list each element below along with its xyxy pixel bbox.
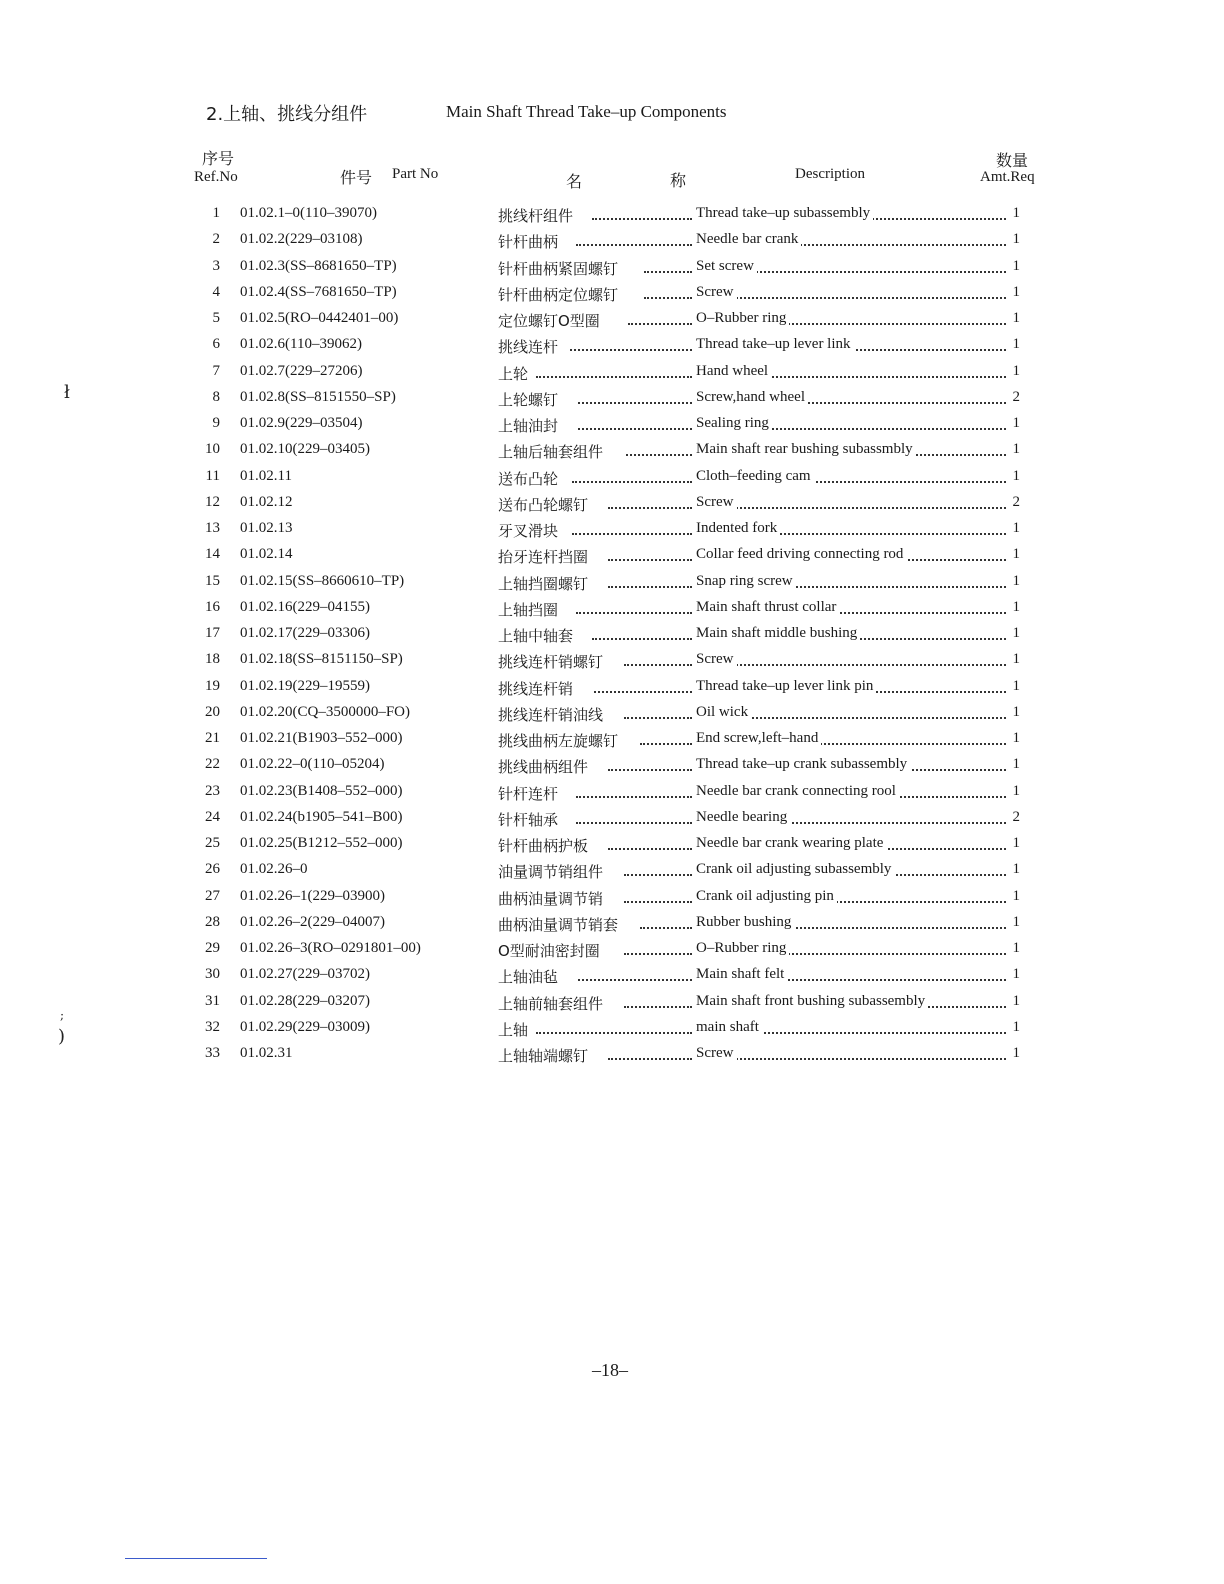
table-row: [0, 386, 1224, 412]
chinese-name: 油量调节销组件: [498, 863, 604, 882]
quantity: 1: [1008, 914, 1020, 931]
table-row: [0, 543, 1224, 569]
part-number: 01.02.27(229–03702): [240, 966, 370, 983]
dot-leader: [578, 428, 692, 430]
part-number: 01.02.10(229–03405): [240, 441, 370, 458]
chinese-name: 牙叉滑块: [498, 522, 559, 540]
part-number: 01.02.26–0: [240, 861, 308, 878]
table-row: [0, 701, 1224, 727]
description: Main shaft middle bushing: [696, 625, 860, 642]
chinese-name: 曲柄油量调节销: [498, 889, 604, 908]
dot-leader: [624, 901, 692, 903]
chinese-name: 挑线曲柄左旋螺钉: [498, 732, 619, 750]
description: Snap ring screw: [696, 573, 796, 590]
part-number: 01.02.8(SS–8151550–SP): [240, 388, 396, 405]
description: Sealing ring: [696, 415, 772, 432]
table-row: [0, 885, 1224, 911]
ref-number: 33: [205, 1045, 220, 1061]
description: Oil wick: [696, 704, 751, 721]
table-row: [0, 333, 1224, 359]
table-row: [0, 806, 1224, 832]
chinese-name: 挑线连杆销螺钉: [498, 653, 604, 672]
description: Main shaft rear bushing subassmbly: [696, 441, 916, 458]
ref-number: 6: [212, 336, 220, 353]
table-row: [0, 1016, 1224, 1042]
dot-leader: [608, 507, 692, 509]
description: Needle bar crank: [696, 231, 801, 248]
table-row: [0, 832, 1224, 858]
table-row: [0, 963, 1224, 989]
table-row: [0, 228, 1224, 254]
chinese-name: O型耐油密封圈: [498, 942, 600, 960]
chinese-name: 上轮: [498, 364, 529, 383]
chinese-name: 针杆连杆: [498, 784, 559, 803]
quantity: 1: [1008, 1019, 1020, 1036]
ref-number: 24: [205, 808, 220, 825]
dot-leader: [624, 717, 692, 719]
part-number: 01.02.26–2(229–04007): [240, 913, 385, 930]
table-row: [0, 360, 1224, 386]
quantity: 1: [1008, 966, 1020, 983]
ref-number: 1: [212, 205, 220, 221]
part-number: 01.02.23(B1408–552–000): [240, 782, 403, 799]
table-row: [0, 596, 1224, 622]
table-row: [0, 622, 1224, 648]
quantity: 1: [1008, 756, 1020, 773]
part-number: 01.02.17(229–03306): [240, 625, 370, 641]
description: Main shaft front bushing subassembly: [696, 993, 928, 1010]
table-row: [0, 570, 1224, 596]
description: O–Rubber ring: [696, 940, 789, 957]
dot-leader: [644, 297, 692, 299]
chinese-name: 上轴中轴套: [498, 627, 574, 645]
quantity: 1: [1008, 1045, 1020, 1062]
table-row: [0, 438, 1224, 464]
part-number: 01.02.7(229–27206): [240, 362, 363, 379]
column-header-qty-en: Amt.Req: [980, 169, 1035, 185]
chinese-name: 上轴轴端螺钉: [498, 1047, 589, 1065]
dot-leader: [624, 664, 692, 666]
ref-number: 4: [212, 283, 220, 300]
dot-leader: [608, 1058, 692, 1060]
table-row: [0, 937, 1224, 963]
quantity: 1: [1008, 783, 1020, 800]
dot-leader: [700, 664, 1006, 666]
parts-list: [0, 202, 1224, 1068]
description: Needle bearing: [696, 809, 790, 826]
part-number: 01.02.6(110–39062): [240, 336, 362, 353]
description: Screw: [696, 1045, 737, 1062]
dot-leader: [640, 743, 692, 745]
dot-leader: [608, 586, 692, 588]
chinese-name: 针杆曲柄护板: [498, 837, 589, 855]
dot-leader: [644, 271, 692, 273]
dot-leader: [624, 874, 692, 876]
ref-number: 20: [205, 703, 220, 720]
table-row: [0, 858, 1224, 884]
column-header-part-cn: 件号: [340, 168, 373, 187]
part-number: 01.02.4(SS–7681650–TP): [240, 283, 397, 300]
description: Collar feed driving connecting rod: [696, 546, 906, 563]
section-title-english: Main Shaft Thread Take–up Components: [446, 102, 727, 121]
chinese-name: 抬牙连杆挡圈: [498, 548, 589, 567]
part-number: 01.02.22–0(110–05204): [240, 756, 385, 773]
ref-number: 13: [205, 520, 220, 536]
quantity: 1: [1008, 520, 1020, 537]
chinese-name: 上轴后轴套组件: [498, 443, 604, 462]
chinese-name: 针杆曲柄定位螺钉: [498, 285, 619, 304]
dot-leader: [700, 297, 1006, 299]
description: Thread take–up crank subassembly: [696, 756, 910, 773]
description: Screw: [696, 651, 737, 668]
chinese-name: 挑线连杆销: [498, 679, 574, 698]
quantity: 1: [1008, 678, 1020, 695]
description: O–Rubber ring: [696, 310, 789, 327]
quantity: 1: [1008, 835, 1020, 852]
dot-leader: [576, 796, 692, 798]
chinese-name: 上轮螺钉: [498, 390, 559, 409]
ref-number: 21: [205, 730, 220, 746]
table-row: [0, 281, 1224, 307]
quantity: 1: [1008, 861, 1020, 878]
dot-leader: [608, 559, 692, 561]
table-row: [0, 255, 1224, 281]
section-title-chinese: 2.上轴、挑线分组件: [206, 104, 368, 125]
table-row: [0, 307, 1224, 333]
part-number: 01.02.18(SS–8151150–SP): [240, 651, 403, 668]
page-number: –18–: [592, 1360, 628, 1380]
column-header-ref-cn: 序号: [202, 149, 235, 168]
quantity: 1: [1008, 468, 1020, 485]
quantity: 1: [1008, 651, 1020, 668]
dot-leader: [576, 244, 692, 246]
column-header-part-en: Part No: [392, 166, 439, 182]
chinese-name: 定位螺钉O型圈: [498, 312, 600, 330]
table-row: [0, 1042, 1224, 1068]
description: Thread take–up lever link pin: [696, 678, 876, 695]
description: main shaft: [696, 1019, 762, 1036]
part-number: 01.02.11: [240, 467, 292, 484]
part-number: 01.02.21(B1903–552–000): [240, 730, 403, 746]
description: Screw: [696, 494, 737, 511]
table-row: [0, 727, 1224, 753]
dot-leader: [624, 1006, 692, 1008]
quantity: 1: [1008, 258, 1020, 275]
footer-rule: [125, 1558, 267, 1559]
description: Crank oil adjusting pin: [696, 888, 837, 905]
description: Needle bar crank connecting rool: [696, 783, 899, 800]
part-number: 01.02.12: [240, 493, 293, 510]
ref-number: 18: [205, 651, 220, 668]
ref-number: 19: [205, 677, 220, 694]
dot-leader: [628, 323, 692, 325]
dot-leader: [536, 1032, 692, 1034]
part-number: 01.02.26–3(RO–0291801–00): [240, 940, 421, 956]
ref-number: 22: [205, 756, 220, 773]
ref-number: 32: [205, 1018, 220, 1035]
ref-number: 14: [205, 546, 220, 563]
dot-leader: [570, 349, 692, 351]
dot-leader: [700, 507, 1006, 509]
table-row: [0, 491, 1224, 517]
part-number: 01.02.13: [240, 520, 293, 536]
ref-number: 17: [205, 625, 220, 641]
quantity: 1: [1008, 625, 1020, 642]
part-number: 01.02.19(229–19559): [240, 677, 370, 694]
table-row: [0, 780, 1224, 806]
quantity: 2: [1008, 389, 1020, 406]
quantity: 1: [1008, 363, 1020, 380]
ref-number: 23: [205, 782, 220, 799]
chinese-name: 送布凸轮螺钉: [498, 495, 589, 514]
ref-number: 3: [212, 257, 220, 274]
ref-number: 31: [205, 992, 220, 1009]
part-number: 01.02.24(b1905–541–B00): [240, 808, 403, 825]
chinese-name: 上轴油封: [498, 417, 559, 435]
dot-leader: [592, 218, 692, 220]
chinese-name: 针杆曲柄紧固螺钉: [498, 259, 619, 278]
dot-leader: [626, 454, 692, 456]
dot-leader: [572, 533, 692, 535]
ref-number: 16: [205, 598, 220, 615]
ref-number: 5: [212, 310, 220, 326]
dot-leader: [594, 691, 692, 693]
dot-leader: [640, 927, 692, 929]
quantity: 1: [1008, 336, 1020, 353]
part-number: 01.02.25(B1212–552–000): [240, 835, 403, 851]
chinese-name: 上轴: [498, 1020, 529, 1039]
part-number: 01.02.26–1(229–03900): [240, 887, 385, 904]
table-row: [0, 675, 1224, 701]
ref-number: 2: [212, 231, 220, 248]
part-number: 01.02.28(229–03207): [240, 992, 370, 1009]
quantity: 1: [1008, 888, 1020, 905]
chinese-name: 挑线杆组件: [498, 207, 574, 225]
quantity: 1: [1008, 704, 1020, 721]
table-row: [0, 465, 1224, 491]
table-row: [0, 202, 1224, 228]
ref-number: 29: [205, 940, 220, 956]
description: Thread take–up subassembly: [696, 205, 873, 222]
ref-number: 25: [205, 835, 220, 851]
chinese-name: 针杆曲柄: [498, 233, 559, 252]
ref-number: 9: [212, 415, 220, 431]
chinese-name: 曲柄油量调节销套: [498, 915, 619, 934]
ref-number: 27: [205, 887, 220, 904]
part-number: 01.02.9(229–03504): [240, 415, 363, 431]
ref-number: 28: [205, 913, 220, 930]
part-number: 01.02.1–0(110–39070): [240, 205, 377, 221]
quantity: 1: [1008, 940, 1020, 957]
column-header-qty-cn: 数量: [996, 151, 1029, 170]
table-row: [0, 753, 1224, 779]
description: Main shaft thrust collar: [696, 599, 839, 616]
quantity: 1: [1008, 415, 1020, 432]
dot-leader: [576, 612, 692, 614]
table-row: [0, 412, 1224, 438]
dot-leader: [592, 638, 692, 640]
chinese-name: 上轴前轴套组件: [498, 994, 604, 1013]
description: Screw: [696, 284, 737, 301]
column-header-ref-en: Ref.No: [194, 169, 238, 185]
column-header-description: Description: [795, 166, 865, 182]
description: Cloth–feeding cam: [696, 468, 814, 485]
ref-number: 26: [205, 861, 220, 878]
description: Indented fork: [696, 520, 780, 537]
description: Crank oil adjusting subassembly: [696, 861, 894, 878]
dot-leader: [576, 822, 692, 824]
dot-leader: [608, 848, 692, 850]
quantity: 1: [1008, 205, 1020, 222]
description: Needle bar crank wearing plate: [696, 835, 886, 852]
quantity: 1: [1008, 231, 1020, 248]
chinese-name: 上轴挡圈: [498, 600, 559, 619]
part-number: 01.02.2(229–03108): [240, 231, 363, 248]
scan-mark: ł: [64, 382, 70, 403]
ref-number: 12: [205, 493, 220, 510]
dot-leader: [578, 979, 692, 981]
quantity: 2: [1008, 494, 1020, 511]
quantity: 1: [1008, 573, 1020, 590]
chinese-name: 挑线连杆: [498, 338, 559, 357]
description: End screw,left–hand: [696, 730, 821, 747]
dot-leader: [700, 1058, 1006, 1060]
part-number: 01.02.5(RO–0442401–00): [240, 310, 399, 326]
ref-number: 10: [205, 441, 220, 458]
part-number: 01.02.14: [240, 546, 293, 563]
ref-number: 8: [212, 388, 220, 405]
dot-leader: [536, 376, 692, 378]
description: Main shaft felt: [696, 966, 787, 983]
quantity: 1: [1008, 599, 1020, 616]
quantity: 1: [1008, 284, 1020, 301]
dot-leader: [578, 402, 692, 404]
part-number: 01.02.16(229–04155): [240, 598, 370, 615]
column-header-name-cn-1: 名: [566, 172, 583, 191]
ref-number: 7: [212, 362, 220, 379]
scan-mark: ;: [60, 1008, 65, 1022]
chinese-name: 挑线连杆销油线: [498, 705, 604, 724]
quantity: 1: [1008, 546, 1020, 563]
scan-mark: ): [58, 1026, 66, 1047]
ref-number: 30: [205, 966, 220, 983]
table-row: [0, 648, 1224, 674]
part-number: 01.02.31: [240, 1045, 293, 1061]
dot-leader: [608, 769, 692, 771]
part-number: 01.02.29(229–03009): [240, 1018, 370, 1035]
quantity: 1: [1008, 730, 1020, 747]
description: Hand wheel: [696, 363, 771, 380]
description: Screw,hand wheel: [696, 389, 808, 406]
quantity: 1: [1008, 310, 1020, 327]
chinese-name: 上轴挡圈螺钉: [498, 574, 589, 593]
part-number: 01.02.20(CQ–3500000–FO): [240, 703, 411, 720]
description: Set screw: [696, 258, 757, 275]
column-header-name-cn-2: 称: [670, 171, 687, 190]
description: Thread take–up lever link: [696, 336, 854, 353]
table-row: [0, 517, 1224, 543]
quantity: 1: [1008, 441, 1020, 458]
quantity: 2: [1008, 809, 1020, 826]
table-row: [0, 990, 1224, 1016]
dot-leader: [572, 481, 692, 483]
ref-number: 15: [205, 572, 220, 589]
chinese-name: 挑线曲柄组件: [498, 758, 589, 777]
chinese-name: 针杆轴承: [498, 810, 559, 829]
quantity: 1: [1008, 993, 1020, 1010]
part-number: 01.02.3(SS–8681650–TP): [240, 257, 397, 274]
chinese-name: 上轴油毡: [498, 968, 559, 987]
ref-number: 11: [205, 467, 220, 484]
description: Rubber bushing: [696, 914, 794, 931]
part-number: 01.02.15(SS–8660610–TP): [240, 572, 405, 589]
table-row: [0, 911, 1224, 937]
chinese-name: 送布凸轮: [498, 469, 559, 488]
dot-leader: [624, 953, 692, 955]
